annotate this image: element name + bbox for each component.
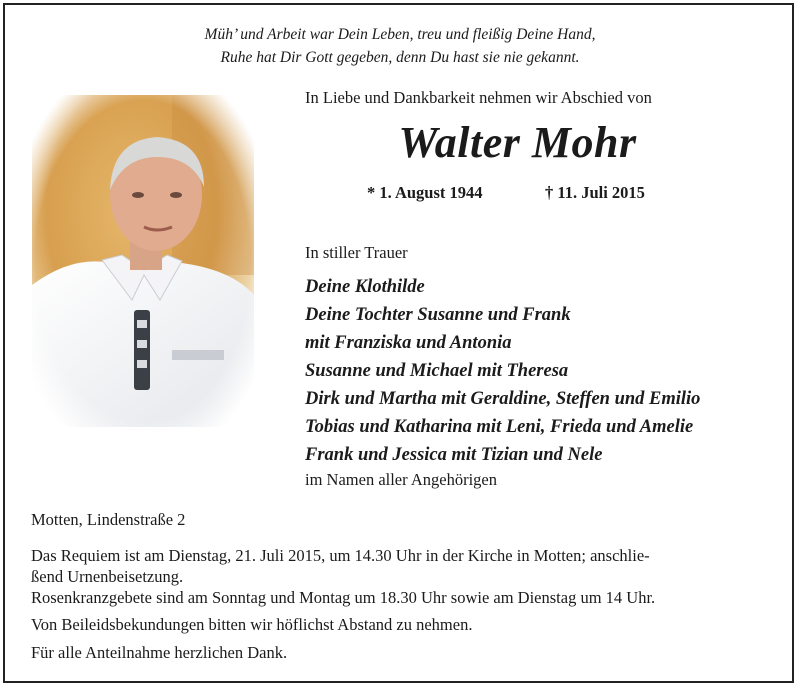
- family-line: Susanne und Michael mit Theresa: [305, 361, 569, 381]
- notice-line: Für alle Anteilnahme herzlichen Dank.: [31, 643, 288, 662]
- service-notice: [31, 545, 771, 663]
- motto-line-2: Ruhe hat Dir Gott gegeben, denn Du hast sie nie gekannt.: [220, 49, 580, 66]
- motto-line-1: Müh’ und Arbeit war Dein Leben, treu und fleißig Deine Hand,: [204, 26, 596, 43]
- intro-text: In Liebe und Dankbarkeit nehmen wir Abschied von: [305, 88, 652, 107]
- family-line: Tobias und Katharina mit Leni, Frieda und Amelie: [305, 417, 694, 437]
- mourning-intro: In stiller Trauer: [305, 243, 408, 262]
- relatives-note: im Namen aller Angehörigen: [305, 470, 497, 489]
- motto-verse: [0, 23, 800, 69]
- notice-line: Das Requiem ist am Dienstag, 21. Juli 2015, um 14.30 Uhr in der Kirche in Motten; anschlie-: [31, 546, 650, 565]
- death-date: † 11. Juli 2015: [545, 183, 645, 202]
- family-line: Dirk und Martha mit Geraldine, Steffen und Emilio: [305, 389, 701, 409]
- family-address: Motten, Lindenstraße 2: [31, 510, 186, 529]
- family-line: Frank und Jessica mit Tizian und Nele: [305, 445, 603, 465]
- notice-line: ßend Urnenbeisetzung.: [31, 567, 184, 586]
- family-list: [305, 273, 700, 469]
- deceased-name: Walter Mohr: [398, 118, 637, 167]
- family-line: Deine Klothilde: [305, 277, 425, 297]
- notice-line: Von Beileidsbekundungen bitten wir höflichst Abstand zu nehmen.: [31, 615, 473, 634]
- family-line: Deine Tochter Susanne und Frank: [305, 305, 571, 325]
- family-line: mit Franziska und Antonia: [305, 333, 512, 353]
- notice-line: Rosenkranzgebete sind am Sonntag und Montag um 18.30 Uhr sowie am Dienstag um 14 Uhr.: [31, 588, 656, 607]
- birth-date: * 1. August 1944: [367, 183, 483, 202]
